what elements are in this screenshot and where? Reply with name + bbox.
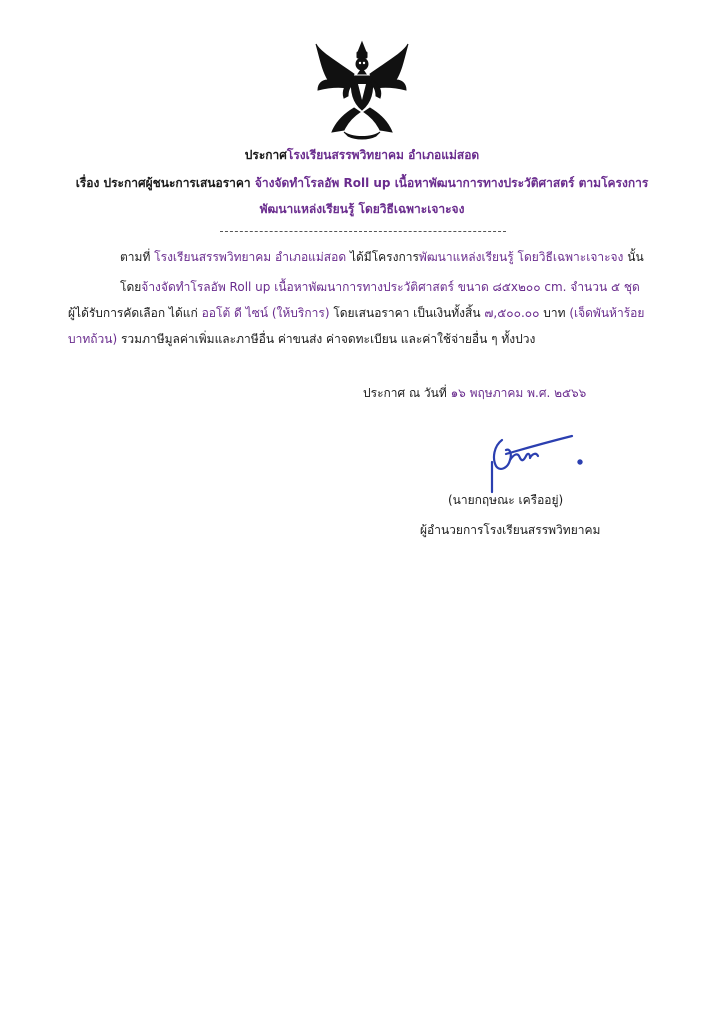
p1-text-c: นั้น	[623, 250, 644, 264]
body-paragraph-line-1	[120, 249, 644, 265]
p3-amount-words: (เจ็ดพันห้าร้อย	[569, 306, 645, 320]
announcement-subject-line-1	[0, 175, 724, 191]
p1-text-a: ตามที่	[120, 250, 155, 264]
date-value: ๑๖ พฤษภาคม พ.ศ. ๒๕๖๖	[450, 386, 587, 400]
p2-item: จ้างจัดทำโรลอัพ Roll up เนื้อหาพัฒนาการทางประวัติศาสตร์ ขนาด ๘๕x๒๐๐ cm. จำนวน ๕ ชุด	[141, 280, 640, 294]
p1-org: โรงเรียนสรรพวิทยาคม อำเภอแม่สอด	[154, 250, 347, 264]
announcement-date	[363, 385, 586, 401]
date-prefix: ประกาศ ณ วันที่	[363, 386, 451, 400]
p4-amount-words: บาทถ้วน)	[68, 332, 118, 346]
p3-text-c: บาท	[539, 306, 570, 320]
p3-amount: ๗,๕๐๐.๐๐	[484, 306, 540, 320]
signer-name: (นายกฤษณะ เครืออยู่)	[448, 493, 564, 507]
p1-text-b: ได้มีโครงการ	[346, 250, 419, 264]
p3-text-b: โดยเสนอราคา เป็นเงินทั้งสิ้น	[329, 306, 485, 320]
separator-line	[220, 231, 506, 232]
signer-position: ผู้อำนวยการโรงเรียนสรรพวิทยาคม	[420, 523, 601, 537]
body-paragraph-line-2	[120, 279, 640, 295]
garuda-emblem-icon	[314, 40, 410, 140]
school-name: โรงเรียนสรรพวิทยาคม อำเภอแม่สอด	[286, 148, 480, 162]
p3-text-a: ผู้ได้รับการคัดเลือก ได้แก่	[68, 306, 202, 320]
signature-icon	[480, 432, 590, 494]
body-paragraph-line-4	[68, 331, 535, 347]
subject-prefix: เรื่อง ประกาศผู้ชนะการเสนอราคา	[75, 176, 251, 190]
p1-project: พัฒนาแหล่งเรียนรู้ โดยวิธีเฉพาะเจาะจง	[418, 250, 624, 264]
p2-text-a: โดย	[120, 280, 142, 294]
subject-text: จ้างจัดทำโรลอัพ Roll up เนื้อหาพัฒนาการทางประวัติศาสตร์ ตามโครงการ	[254, 176, 649, 190]
body-paragraph-line-3	[68, 305, 644, 321]
announcement-subject-line-2: พัฒนาแหล่งเรียนรู้ โดยวิธีเฉพาะเจาะจง	[259, 202, 465, 216]
title-prefix: ประกาศ	[244, 148, 287, 162]
p4-text: รวมภาษีมูลค่าเพิ่มและภาษีอื่น ค่าขนส่ง ค่าจดทะเบียน และค่าใช้จ่ายอื่น ๆ ทั้งปวง	[117, 332, 536, 346]
announcement-title	[0, 147, 724, 163]
p3-vendor: ออโต้ ดี ไซน์ (ให้บริการ)	[201, 306, 330, 320]
